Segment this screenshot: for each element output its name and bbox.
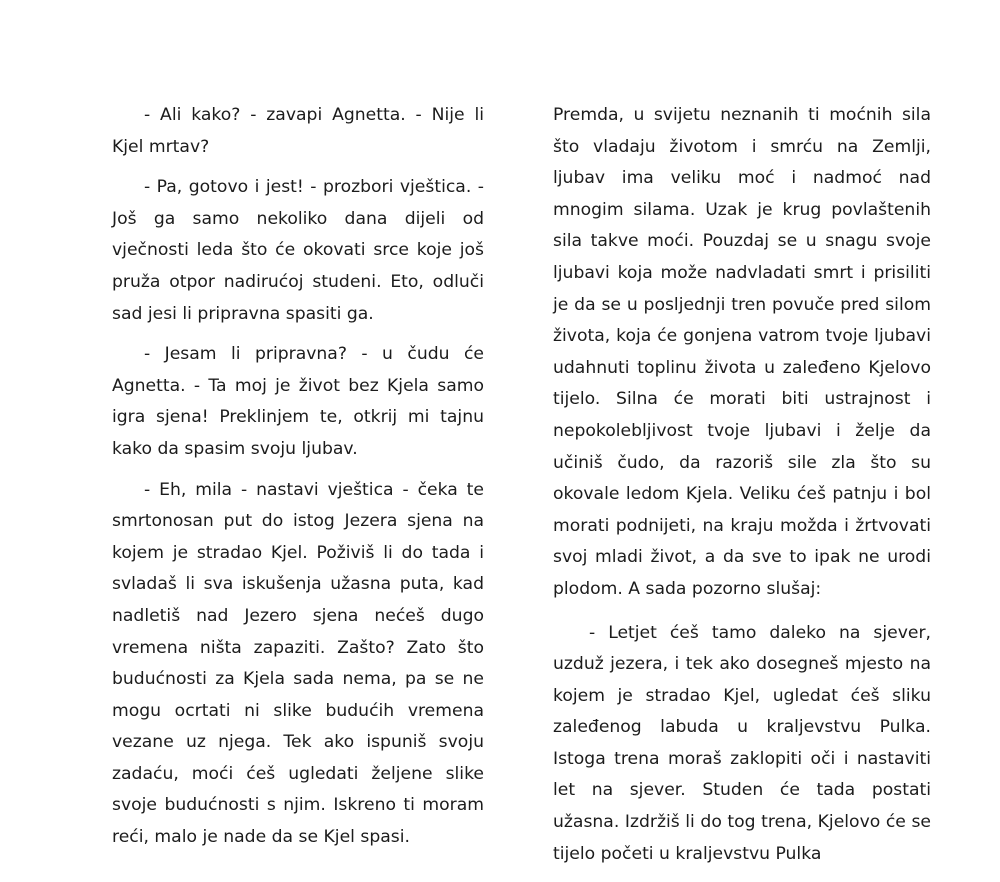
left-paragraph-3: - Jesam li pripravna? - u čudu će Agnetta. - Ta moj je život bez Kjela samo igra sjena! Preklinjem te, otkrij mi tajnu kako da spasim svoju ljubav. bbox=[112, 344, 484, 459]
right-paragraph-1: Premda, u svijetu neznanih ti moćnih sila što vladaju životom i smrću na Zemlji, ljubav ima veliku moć i nadmoć nad mnogim silama. Uzak je krug povlaštenih sila takve moći. Pouzdaj se u snagu svoje ljubavi koja može nadvladati smrt i prisiliti je da se u posljednji tren povuče pred silom života, koja će gonjena vatrom tvoje ljubavi udahnuti toplinu života u zaleđeno Kjelovo tijelo. Silna će morati biti ustrajnost i nepokolebljivost tvoje ljubavi i želje da učiniš čudo, da razoriš sile zla što su okovale ledom Kjela. Veliku ćeš patnju i bol morati podnijeti, na kraju možda i žrtvovati svoj mladi život, a da sve to ipak ne urodi plodom. A sada pozorno slušaj: bbox=[553, 105, 931, 599]
left-paragraph-2: - Pa, gotovo i jest! - prozbori vještica. - Još ga samo nekoliko dana dijeli od vječnosti leda što će okovati srce koje još pruža otpor nadirućoj studeni. Eto, odluči sad jesi li pripravna spasiti ga. bbox=[112, 177, 484, 324]
right-paragraph-2: - Letjet ćeš tamo daleko na sjever, uzduž jezera, i tek ako dosegneš mjesto na kojem je stradao Kjel, ugledat ćeš sliku zaleđenog labuda u kraljevstvu Pulka. Istoga trena moraš zaklopiti oči i nastaviti let na sjever. Studen će tada postati užasna. Izdržiš li do tog trena, Kjelovo će se tijelo početi u kraljevstvu Pulka bbox=[553, 622, 931, 864]
right-page-text bbox=[553, 100, 931, 882]
left-paragraph-4: - Eh, mila - nastavi vještica - čeka te smrtonosan put do istog Jezera sjena na kojem je stradao Kjel. Poživiš li do tada i svladaš li sva iskušenja užasna puta, kad nadletiš nad Jezero sjena nećeš dugo vremena ništa zapaziti. Zašto? Zato što budućnosti za Kjela sada nema, pa se ne mogu ocrtati ni slike budućih vremena vezane uz njega. Tek ako ispuniš svoju zadaću, moći ćeš ugledati željene slike svoje budućnosti s njim. Iskreno ti moram reći, malo je nade da se Kjel spasi. bbox=[112, 479, 484, 848]
left-page-text bbox=[112, 100, 484, 863]
left-paragraph-1: - Ali kako? - zavapi Agnetta. - Nije li Kjel mrtav? bbox=[112, 105, 484, 157]
